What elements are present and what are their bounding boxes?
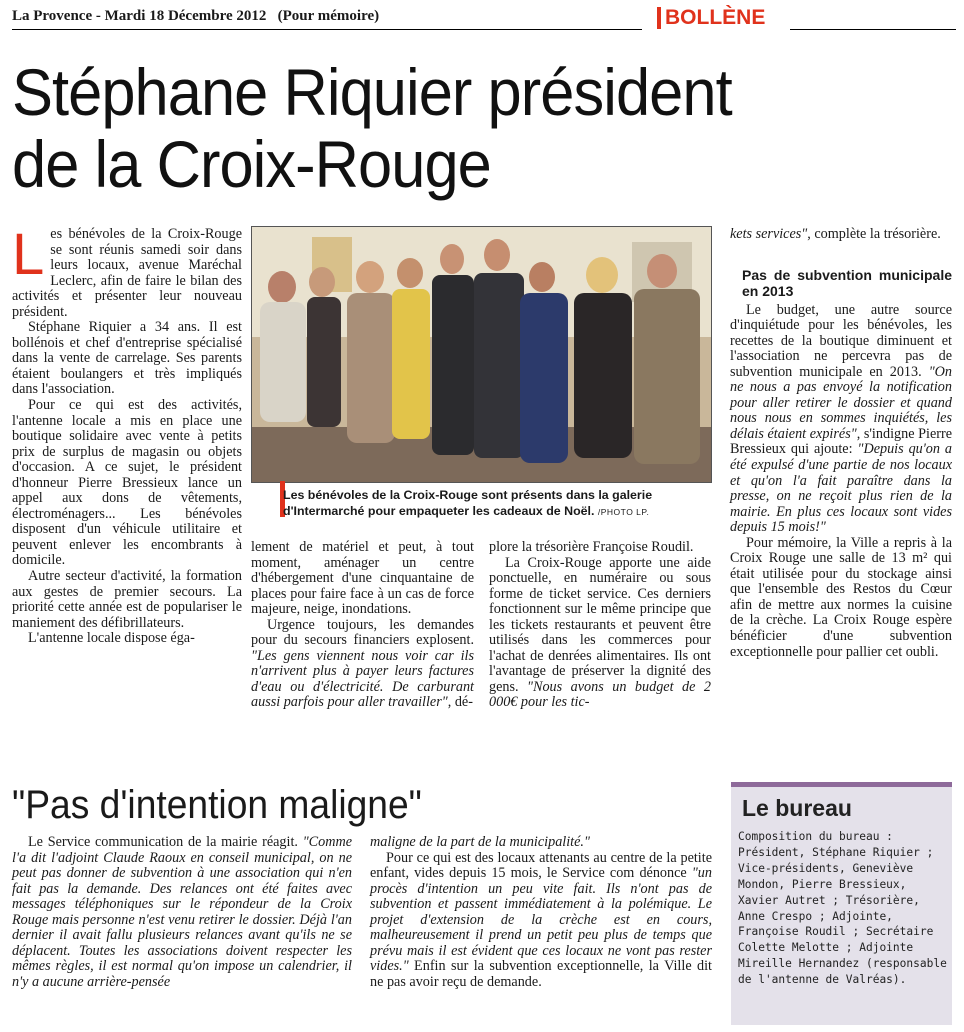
article-column-3	[489, 540, 711, 711]
section-marker	[657, 7, 661, 29]
article-paragraph: lement de matériel et peut, à tout moment, aménager un centre d'hébergement d'une cinquantaine de places pour faire face à un cas de force majeure, neige, inondations.	[251, 539, 474, 618]
publication-name: La Provence - Mardi 18 Décembre 2012	[12, 8, 267, 24]
bureau-text: Composition du bureau : Président, Stéphane Riquier ; Vice-présidents, Geneviève Mondon, Pierre Bressieux, Xavier Autret ; Trésorière, Anne Crespo ; Adjointe, Françoise Roudil ; Secrétaire Colette Melotte ; Adjointe Mireille Hernandez (responsable de l'antenne de Valréas).	[738, 830, 947, 987]
article-paragraph: Pour ce qui est des locaux attenants au centre de la petite enfant, vides depuis 15 mois, le Service com dénonce "un procès d'intention un peu vite fait. Ils n'ont pas de subvention et passent immédiatement à la polémique. Le projet d'extension de la crèche est en cours, malheureusement il prend un petit peu plus de temps que prévu mais il est évident que ces locaux ne vont pas rester vides." Enfin sur la subvention exceptionnelle, la Ville dit ne pas avoir reçu de demande.	[370, 849, 712, 990]
article-paragraph: Le budget, une autre source d'inquiétude pour les bénévoles, les recettes de la boutique diminuent et l'association ne percevra pas de subvention municipale en 2013. "On ne nous a pas envoyé la notification pour aller retirer le dossier et quand nous nous en sommes inquiétés, les délais étaient expirés", s'indigne Pierre Bressieux qui ajoute: "Depuis qu'on a été expulsé d'une partie de nos locaux et qu'on l'a fait paraître dans la presse, on ne reçoit plus rien de la mairie. En plus ces locaux sont vides depuis 15 mois!"	[730, 301, 952, 536]
article-paragraph: L'antenne locale dispose éga-	[28, 630, 195, 647]
drop-cap: L	[12, 222, 45, 287]
page-title	[12, 56, 732, 200]
article-paragraph: Stéphane Riquier a 34 ans. Il est bollénois et chef d'entreprise spécialisé dans la vente de carrelage. Ses parents étaient boulangers et très impliqués dans l'association.	[12, 319, 242, 398]
secondary-column-1	[12, 835, 352, 990]
header-rule	[12, 29, 642, 30]
photo-caption	[283, 487, 711, 520]
bureau-title: Le bureau	[742, 795, 852, 821]
headline-line-2: de la Croix-Rouge	[12, 127, 491, 201]
article-column-4	[730, 227, 952, 660]
article-paragraph: Pour mémoire, la Ville a repris à la Croix Rouge une salle de 13 m² qui était utilisée pour du stockage ainsi que l'ensemble des Restos du Cœur afin de mettre aux normes la cuisine de la crèche. La Croix Rouge espère bénéficier d'une subvention exceptionnelle pour pallier cet oubli.	[730, 534, 952, 660]
publication-header	[12, 8, 379, 25]
caption-text: Les bénévoles de la Croix-Rouge sont présents dans la galerie d'Intermarché pour empaqueter les cadeaux de Noël.	[283, 488, 653, 518]
photo-credit: /PHOTO LP.	[597, 507, 650, 517]
article-paragraph: plore la trésorière Françoise Roudil.	[489, 539, 694, 555]
article-paragraph: Autre secteur d'activité, la formation aux gestes de premier secours. La priorité cette année est de populariser le maniement des défibrillateurs.	[12, 568, 242, 631]
photo-illustration	[252, 227, 711, 482]
article-paragraph: Urgence toujours, les demandes pour du secours financiers explosent. "Les gens viennent nous voir car ils n'arrivent plus à payer leurs factures d'eau ou d'électricité. De carburant aussi parfois pour aller travailler", dé-	[251, 616, 474, 711]
article-column-1	[12, 222, 242, 647]
header-rule-right	[790, 29, 956, 30]
publication-note: (Pour mémoire)	[277, 8, 380, 24]
bureau-box-rule	[731, 782, 952, 787]
article-paragraph: Les bénévoles de la Croix-Rouge se sont réunis samedi soir dans leurs locaux, avenue Maréchal Leclerc, afin de faire le bilan des activités et présenter leur nouveau président.	[12, 222, 242, 320]
group-photo	[251, 226, 712, 483]
article-paragraph: Pour ce qui est des activités, l'antenne locale a mis en place une boutique solidaire avec vente à petits prix de surplus de magasin ou objets d'occasion. A ce sujet, le président d'honneur Pierre Bressieux lance un appel aux dons de vêtements, électroménagers... Les bénévoles disposent d'un véhicule utilitaire et peuvent enlever les encombrants à domicile.	[12, 397, 242, 569]
article-paragraph: La Croix-Rouge apporte une aide ponctuelle, en numéraire ou sous forme de ticket service. Ces derniers fonctionnent sur le même principe que les tickets restaurants et peuvent être utilisés dans les commerces pour l'achat de denrées alimentaires. Ils ont l'avantage de préserver la dignité des gens. "Nous avons un budget de 2 000€ pour les tic-	[489, 554, 711, 711]
article-paragraph: Le Service communication de la mairie réagit. "Comme l'a dit l'adjoint Claude Raoux en conseil municipal, on ne peut pas donner de subvention à une association qui n'en fait pas la demande. Des relances ont été faites avec messages téléphoniques sur le répondeur de la Croix Rouge mais personne n'est venu retirer le dossier. Déjà l'an dernier il avait fallu plusieurs relances avant qu'ils ne se déplacent. Toutes les associations doivent respecter les mêmes règles, il est normal qu'on impose un calendrier, il n'y a aucune arrière-pensée	[12, 834, 352, 990]
headline-line-1: Stéphane Riquier président	[12, 55, 732, 129]
section-subhead: Pas de subvention municipale en 2013	[742, 266, 952, 299]
article-paragraph: maligne de la part de la municipalité."	[370, 834, 590, 850]
article-paragraph: kets services", complète la trésorière.	[730, 226, 941, 242]
secondary-title: "Pas d'intention maligne"	[12, 783, 422, 827]
secondary-column-2	[370, 835, 712, 990]
section-label: BOLLÈNE	[665, 6, 766, 29]
article-column-2	[251, 540, 474, 711]
